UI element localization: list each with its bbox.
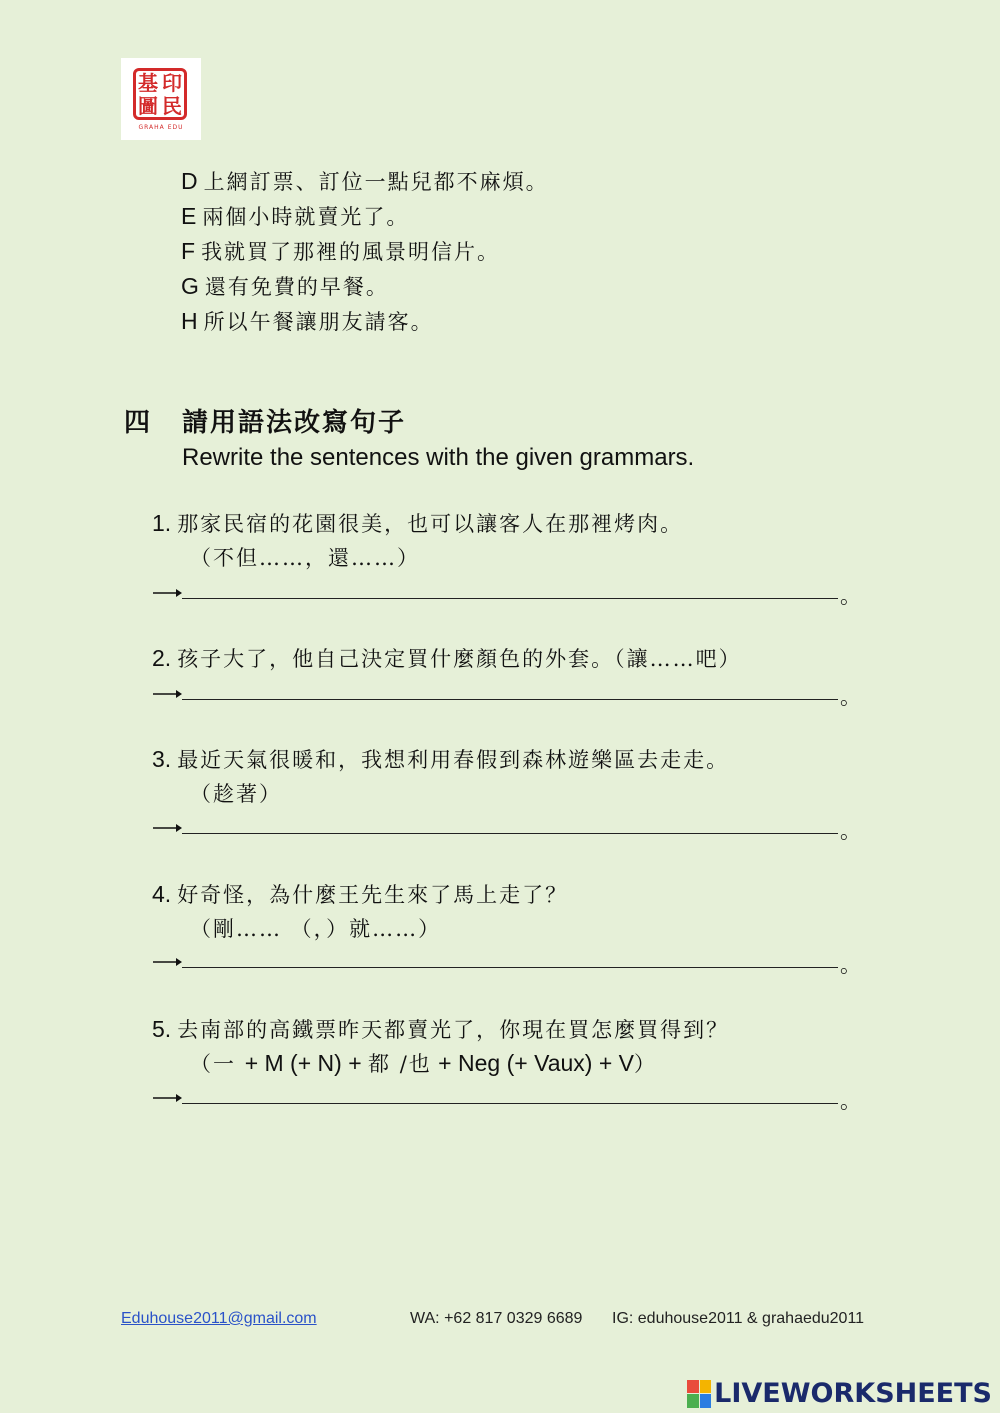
answer-period: 。: [840, 685, 861, 709]
answer-period: 。: [840, 1089, 861, 1113]
arrow-icon: [152, 955, 182, 969]
answer-line: [182, 1103, 838, 1104]
answer-period: 。: [840, 953, 861, 977]
question-4-hint: （剛…… （，）就……）: [190, 917, 442, 941]
logo-brand: GRAHA EDU: [138, 124, 184, 131]
arrow-icon: [152, 586, 182, 600]
answer-line: [182, 598, 838, 599]
option-e: E 兩個小時就賣光了。: [181, 203, 410, 229]
answer-field-1[interactable]: [152, 576, 861, 608]
option-f: F 我就買了那裡的風景明信片。: [181, 238, 501, 264]
footer-ig: IG: eduhouse2011 & grahaedu2011: [612, 1310, 865, 1327]
footer-email[interactable]: [121, 1310, 317, 1328]
section-subtitle: Rewrite the sentences with the given grammars.: [182, 444, 695, 471]
liveworksheets-logo-icon: [687, 1380, 711, 1408]
arrow-icon: [152, 687, 182, 701]
section-number: 四: [124, 408, 151, 438]
answer-field-3[interactable]: [152, 811, 861, 843]
question-1: 1. 那家民宿的花園很美，也可以讓客人在那裡烤肉。: [152, 510, 684, 536]
arrow-icon: [152, 821, 182, 835]
question-3-hint: （趁著）: [190, 782, 282, 806]
question-4: 4. 好奇怪，為什麼王先生來了馬上走了？: [152, 881, 569, 907]
answer-field-2[interactable]: [152, 677, 861, 709]
option-d: D 上網訂票、訂位一點兒都不麻煩。: [181, 168, 549, 194]
question-3: 3. 最近天氣很暖和，我想利用春假到森林遊樂區去走走。: [152, 746, 730, 772]
answer-field-5[interactable]: [152, 1081, 861, 1113]
logo: [121, 58, 201, 140]
answer-line: [182, 967, 838, 968]
answer-field-4[interactable]: [152, 945, 861, 977]
question-1-hint: （不但……，還……）: [190, 546, 420, 570]
option-g: G 還有免費的早餐。: [181, 273, 389, 299]
option-h: H 所以午餐讓朋友請客。: [181, 308, 434, 334]
email-link[interactable]: Eduhouse2011@gmail.com: [121, 1310, 317, 1327]
question-2: 2. 孩子大了，他自己決定買什麼顏色的外套。（讓……吧）: [152, 645, 742, 671]
watermark-text: LIVEWORKSHEETS: [714, 1378, 992, 1409]
answer-period: 。: [840, 819, 861, 843]
seal-icon: 基 印 圖 民: [133, 68, 187, 120]
footer-wa: WA: +62 817 0329 6689: [410, 1310, 583, 1327]
question-5: 5. 去南部的高鐵票昨天都賣光了，你現在買怎麼買得到？: [152, 1016, 730, 1042]
answer-line: [182, 699, 838, 700]
section-title: 請用語法改寫句子: [182, 408, 407, 438]
answer-line: [182, 833, 838, 834]
answer-period: 。: [840, 584, 861, 608]
question-5-hint: （一 + M (+ N) + 都 /也 + Neg (+ Vaux) + V）: [190, 1050, 658, 1076]
arrow-icon: [152, 1091, 182, 1105]
liveworksheets-watermark[interactable]: [687, 1378, 992, 1409]
